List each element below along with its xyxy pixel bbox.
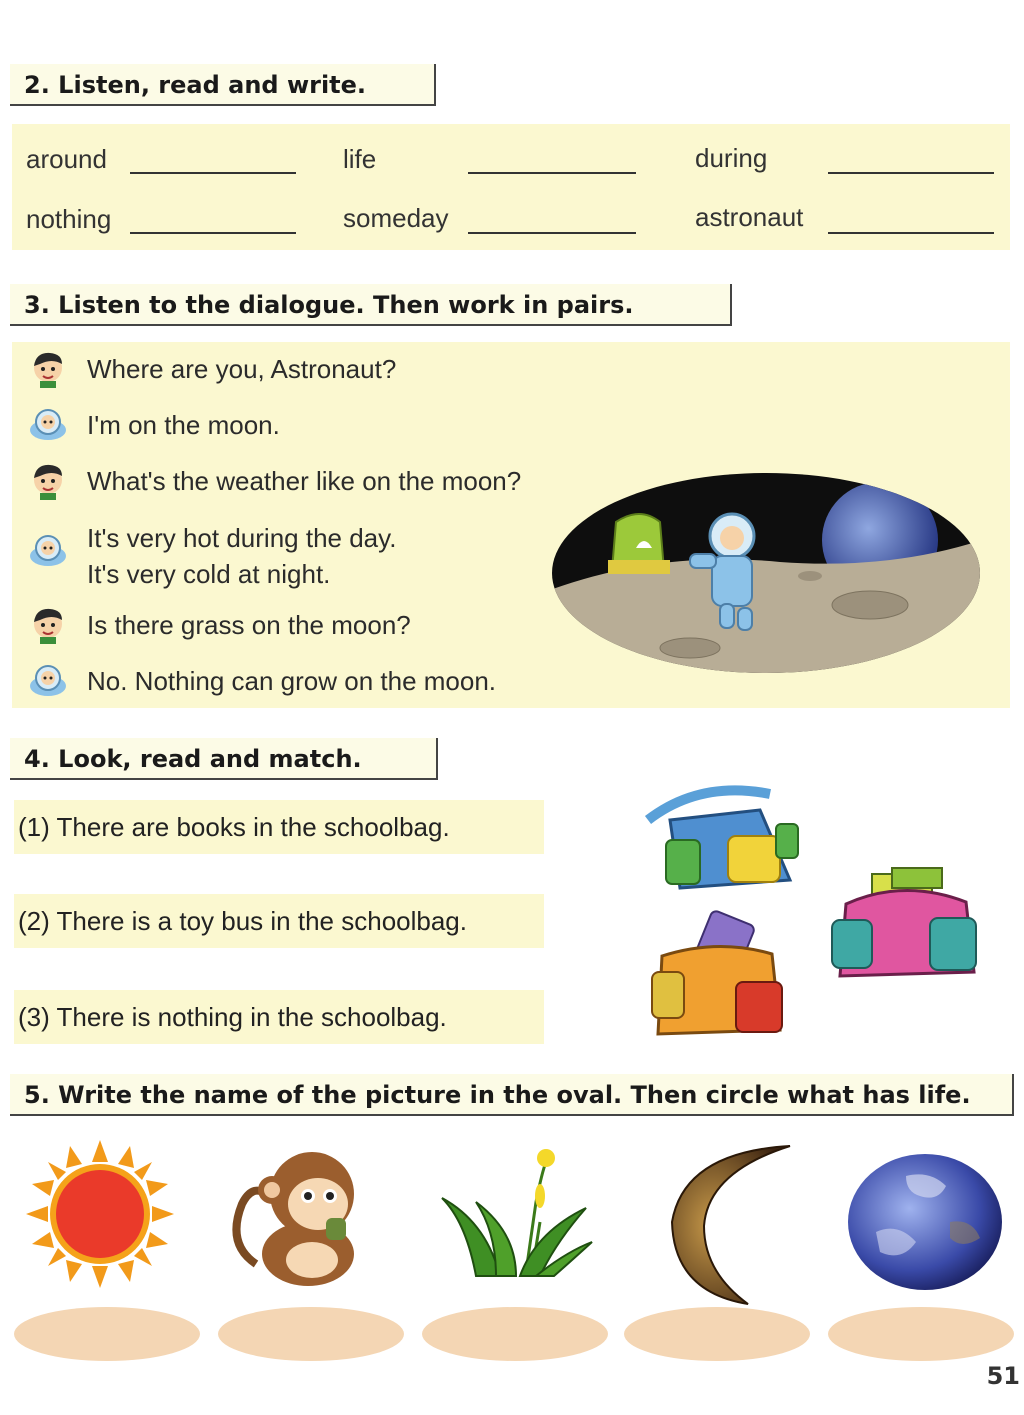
earth-icon (846, 1152, 1004, 1292)
dialogue-line: What's the weather like on the moon? (87, 466, 522, 496)
answer-oval[interactable] (828, 1307, 1014, 1361)
empty-schoolbag-picture[interactable] (640, 780, 805, 895)
section-3-heading: 3. Listen to the dialogue. Then work in pairs. (10, 284, 732, 326)
dialogue-line: I'm on the moon. (87, 410, 280, 440)
word-nothing: nothing (26, 204, 112, 234)
dialogue-line: No. Nothing can grow on the moon. (87, 666, 497, 696)
answer-blank[interactable] (828, 232, 994, 234)
page-number: 51 (986, 1362, 1020, 1390)
answer-oval[interactable] (14, 1307, 200, 1361)
boy-speaker-icon (28, 604, 68, 644)
match-sentence-1[interactable]: (1) There are books in the schoolbag. (14, 800, 544, 854)
answer-blank[interactable] (828, 172, 994, 174)
dialogue-line: Is there grass on the moon? (87, 610, 411, 640)
section-4-heading: 4. Look, read and match. (10, 738, 438, 780)
answer-oval[interactable] (218, 1307, 404, 1361)
bag-with-toy-bus-picture[interactable] (648, 910, 788, 1040)
answer-blank[interactable] (130, 172, 296, 174)
moon-icon (664, 1142, 794, 1308)
answer-oval[interactable] (422, 1307, 608, 1361)
bag-with-books-picture[interactable] (826, 864, 982, 986)
match-sentence-3[interactable]: (3) There is nothing in the schoolbag. (14, 990, 544, 1044)
answer-oval[interactable] (624, 1307, 810, 1361)
boy-speaker-icon (28, 460, 68, 500)
sun-icon (26, 1140, 174, 1288)
answer-blank[interactable] (130, 232, 296, 234)
answer-blank[interactable] (468, 232, 636, 234)
section-2-heading: 2. Listen, read and write. (10, 64, 436, 106)
plant-icon (436, 1142, 596, 1282)
word-astronaut: astronaut (695, 202, 804, 232)
moon-scene-illustration (550, 470, 982, 676)
astronaut-speaker-icon (28, 660, 68, 700)
word-someday: someday (343, 203, 449, 233)
monkey-icon (226, 1144, 370, 1290)
word-during: during (695, 143, 768, 173)
astronaut-speaker-icon (28, 404, 68, 444)
word-life: life (343, 144, 377, 174)
match-sentence-2[interactable]: (2) There is a toy bus in the schoolbag. (14, 894, 544, 948)
boy-speaker-icon (28, 348, 68, 388)
astronaut-speaker-icon (28, 530, 68, 570)
dialogue-line: Where are you, Astronaut? (87, 354, 397, 384)
section-5-heading: 5. Write the name of the picture in the oval. Then circle what has life. (10, 1074, 1014, 1116)
dialogue-line: It's very hot during the day. (87, 523, 397, 553)
word-around: around (26, 144, 107, 174)
dialogue-line: It's very cold at night. (87, 559, 331, 589)
answer-blank[interactable] (468, 172, 636, 174)
